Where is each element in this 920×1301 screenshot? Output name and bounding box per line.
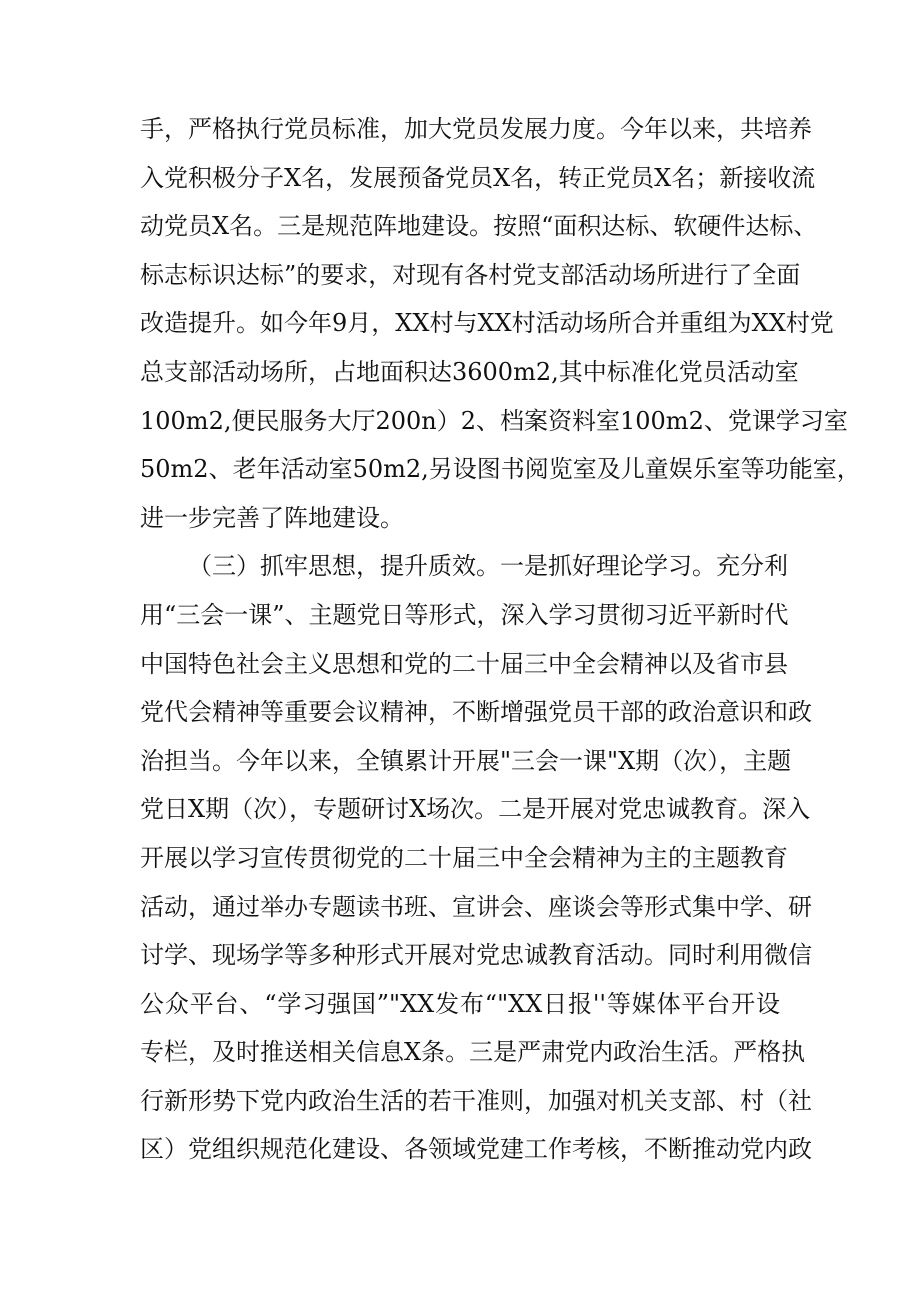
text-line: 党代会精神等重要会议精神，不断增强党员干部的政治意识和政 [140, 698, 812, 727]
paragraph-1 [140, 105, 861, 542]
text-line: 活动，通过举办专题读书班、宣讲会、座谈会等形式集中学、研 [140, 892, 812, 921]
text-line: 用“三会一课”、主题党日等形式，深入学习贯彻习近平新时代 [140, 600, 789, 629]
text-line: 区）党组织规范化建设、各领域党建工作考核，不断推动党内政 [140, 1135, 812, 1164]
text-line: 50m2、老年活动室50m2,另设图书阅览室及儿童娱乐室等功能室， [140, 455, 861, 484]
text-line: 100m2,便民服务大厅200n）2、档案资料室100m2、党课学习室 [140, 406, 848, 435]
text-line: 入党积极分子X名，发展预备党员X名，转正党员X名；新接收流 [140, 163, 816, 192]
text-line: 总支部活动场所，占地面积达3600m2,其中标准化党员活动室 [140, 357, 799, 386]
text-line: 讨学、现场学等多种形式开展对党忠诚教育活动。同时利用微信 [140, 941, 812, 970]
document-body [140, 105, 861, 1174]
text-line: 开展以学习宣传贯彻党的二十届三中全会精神为主的主题教育 [140, 843, 788, 872]
text-line: 行新形势下党内政治生活的若干准则，加强对机关支部、村（社 [140, 1086, 812, 1115]
text-line: 进一步完善了阵地建设。 [140, 503, 404, 532]
text-line: 公众平台、“学习强国”"XX发布“"XX日报''等媒体平台开设 [140, 989, 780, 1018]
text-line: 党日X期（次），专题研讨X场次。二是开展对党忠诚教育。深入 [140, 795, 811, 824]
text-line: （三）抓牢思想，提升质效。一是抓好理论学习。充分利 [188, 552, 788, 581]
text-line: 改造提升。如今年9月，XX村与XX村活动场所合并重组为XX村党 [140, 309, 834, 338]
text-line: 动党员X名。三是规范阵地建设。按照“面积达标、软硬件达标、 [140, 212, 818, 241]
text-line: 治担当。今年以来，全镇累计开展"三会一课"X期（次），主题 [140, 746, 792, 775]
text-line: 专栏，及时推送相关信息X条。三是严肃党内政治生活。严格执 [140, 1038, 806, 1067]
text-line: 标志标识达标”的要求，对现有各村党支部活动场所进行了全面 [140, 260, 801, 289]
text-line: 手，严格执行党员标准，加大党员发展力度。今年以来，共培养 [140, 115, 812, 143]
text-line: 中国特色社会主义思想和党的二十届三中全会精神以及省市县 [140, 649, 788, 678]
paragraph-2 [140, 542, 812, 1174]
